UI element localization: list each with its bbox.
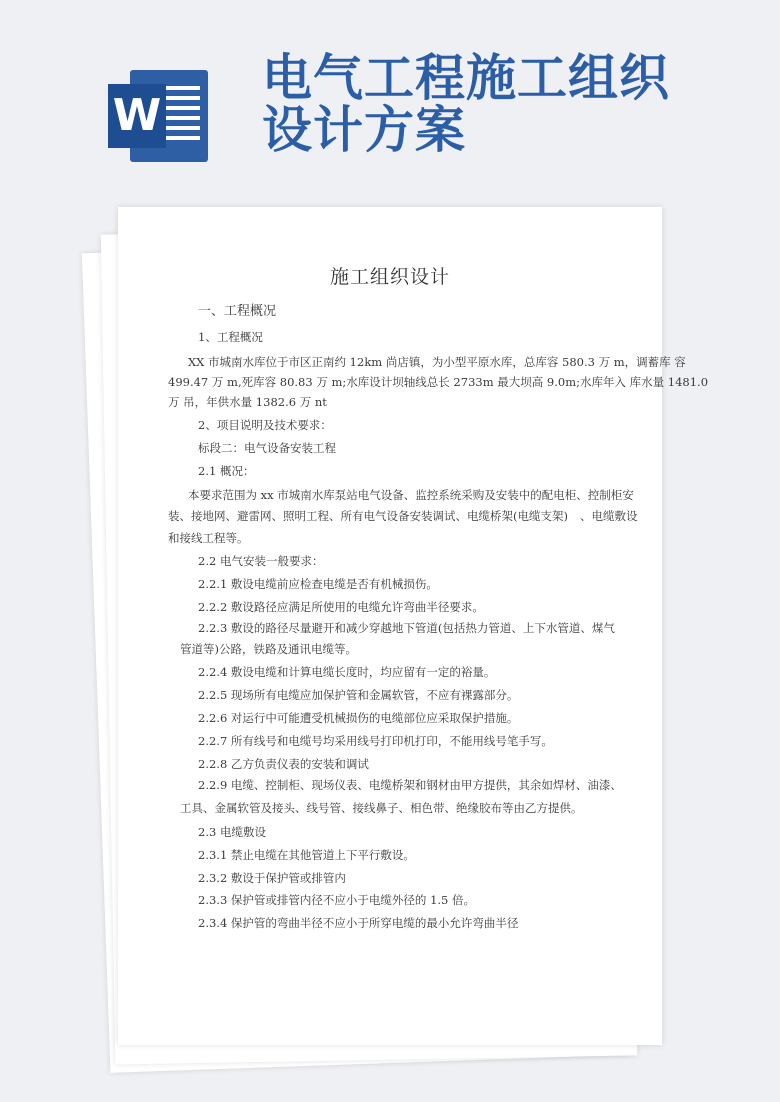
paragraph-line: 2.2.4 敷设电缆和计算电缆长度时，均应留有一定的裕量。: [198, 665, 496, 679]
section-heading: 一、工程概况: [198, 304, 277, 319]
doc-title: 施工组织设计: [329, 266, 450, 288]
subsection-heading: 1、工程概况: [198, 330, 263, 344]
paragraph-line: 标段二：电气设备安装工程: [198, 441, 336, 455]
paragraph-line: 工具、金属软管及接头、线号管、接线鼻子、相色带、绝缘胶布等由乙方提供。: [180, 801, 583, 815]
paragraph-line: 和接线工程等。: [168, 531, 249, 545]
paragraph-line: 2.2.9 电缆、控制柜、现场仪表、电缆桥架和钢材由甲方提供，其余如焊材、油漆、: [198, 778, 622, 792]
paragraph-line: 万 吊，年供水量 1382.6 万 nt: [168, 395, 327, 409]
paragraph-line: 2.3 电缆敷设: [198, 825, 266, 839]
paragraph-line: 管道等)公路，铁路及通讯电缆等。: [180, 642, 357, 656]
paragraph-line: 2.3.2 敷设于保护管或排管内: [198, 871, 346, 885]
paragraph-line: 2.2.3 敷设的路径尽量避开和减少穿越地下管道(包括热力管道、上下水管道、煤气: [198, 621, 615, 635]
word-logo-letter: W: [108, 84, 166, 148]
paragraph-line: 2.3.4 保护管的弯曲半径不应小于所穿电缆的最小允许弯曲半径: [198, 916, 519, 930]
paragraph-line: 2.2.6 对运行中可能遭受机械损伤的电缆部位应采取保护措施。: [198, 711, 519, 725]
paragraph-line: 2.2.7 所有线号和电缆号均采用线号打印机打印，不能用线号笔手写。: [198, 734, 553, 748]
paragraph-line: 本要求范围为 xx 市城南水库泵站电气设备、监控系统采购及安装中的配电柜、控制柜安: [188, 488, 634, 502]
paragraph-line: 2.2 电气安装一般要求：: [198, 554, 324, 568]
banner-title-line2: 设计方案: [262, 101, 466, 159]
paragraph-line: 2.3.1 禁止电缆在其他管道上下平行敷设。: [198, 848, 415, 862]
paragraph-line: 2.2.1 敷设电缆前应检查电缆是否有机械损伤。: [198, 577, 438, 591]
subsection-heading: 2、项目说明及技术要求：: [198, 418, 332, 432]
paragraph-line: 499.47 万 m,死库容 80.83 万 m;水库设计坝轴线总长 2733m 最大坝高 9.0m;水库年入 库水量 1481.0: [168, 375, 709, 389]
paragraph-line: 2.3.3 保护管或排管内径不应小于电缆外径的 1.5 倍。: [198, 893, 476, 907]
paragraph-line: 2.1 概况：: [198, 464, 255, 478]
paragraph-line: 装、接地网、避雷网、照明工程、所有电气设备安装调试、电缆桥架(电缆支架): [168, 509, 568, 523]
paragraph-line: 2.2.8 乙方负责仪表的安装和调试: [198, 757, 369, 771]
banner-title: [262, 49, 762, 159]
word-logo: [108, 70, 208, 162]
word-logo-lines-icon: [166, 86, 200, 146]
paragraph-line: 、电缆敷设: [580, 509, 638, 523]
paragraph-line: 2.2.2 敷设路径应满足所使用的电缆允许弯曲半径要求。: [198, 600, 484, 614]
banner-title-line1: 电气工程施工组织: [262, 49, 670, 107]
paragraph-line: XX 市城南水库位于市区正南约 12km 尚店镇，为小型平原水库，总库容 580.3 万 m，调蓄库 容: [188, 355, 686, 369]
paragraph-line: 2.2.5 现场所有电缆应加保护管和金属软管，不应有裸露部分。: [198, 688, 519, 702]
